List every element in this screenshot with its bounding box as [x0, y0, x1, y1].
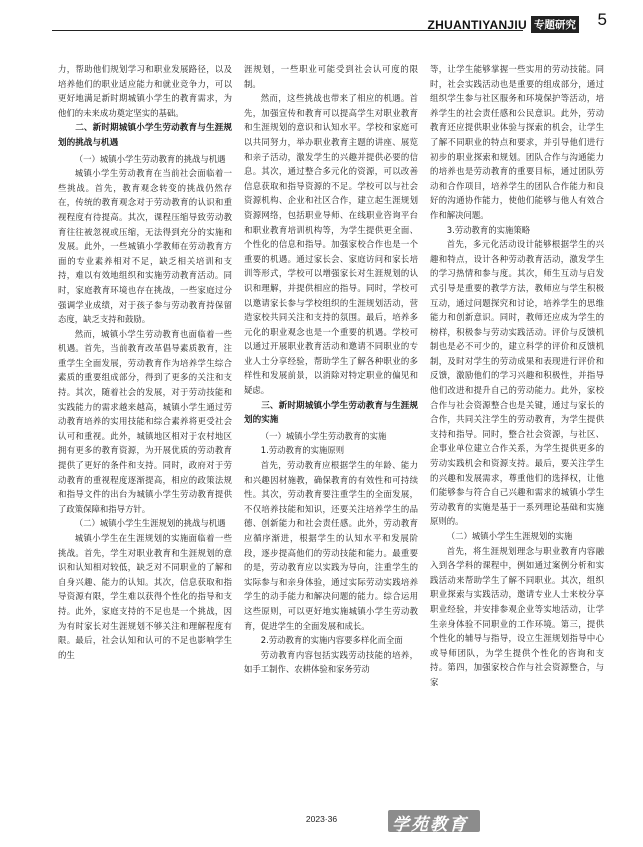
- logo-text: 学苑教育: [392, 815, 468, 835]
- publisher-logo: [388, 808, 480, 834]
- sub-subsection-heading: 3.劳动教育的实施策略: [446, 224, 531, 235]
- subsection-heading: （二）城镇小学生生涯规划的挑战与机遇: [74, 518, 226, 529]
- paragraph: 然而，这些挑战也带来了相应的机遇。首先，加强宣传和教育可以提高学生对职业教育和生涯规划的意识和认知水平。学校和家庭可以共同努力，举办职业教育主题的讲座、展览和亲子活动，激发学生的兴趣并提供必要的信息。其次，通过整合多元化的资源，可以改善信息获取和指导资源的不足。学校可以与社会资源机构、企业和社区合作，建立起生涯规划资源网络，包括职业导师、在线职业咨询平台和职业教育培训机构等，为学生提供更全面、个性化的信息和指导。加强家校合作也是一个重要的机遇。通过家长会、家庭访问和家长培训等形式，学校可以增强家长对生涯规划的认识和理解，并提供相应的指导。同时，学校可以邀请家长参与学校组织的生涯规划活动，营造家校共同关注和支持的氛围。最后，培养多元化的职业观念也是一个重要的机遇。学校可以通过开展职业教育活动和邀请不同职业的专业人士分享经验，帮助学生了解各种职业的多样性和发展前景，以消除对特定职业的偏见和疑虑。: [244, 93, 418, 396]
- column-3: [430, 62, 604, 802]
- paragraph: 力，帮助他们规划学习和职业发展路径，以及培养他们的职业适应能力和就业竞争力，可以更好地满足新时期城镇小学生的教育需求，为他们的未来成功奠定坚实的基础。: [58, 64, 232, 118]
- paragraph: 城镇小学生在生涯规划的实施面临着一些挑战。首先，学生对职业教育和生涯规划的意识和认知相对较低，缺乏对不同职业的了解和自身兴趣、能力的认知。其次，信息获取和指导资源有限，学生难以获得个性化的指导和支持。此外，家庭支持的不足也是一个挑战，因为有时家长对生涯规划不够关注和理解程度有限。最后，社会认知和认可的不足也影响学生的生: [58, 533, 232, 660]
- sub-subsection-heading: 2.劳动教育的实施内容要多样化而全面: [260, 635, 403, 646]
- paragraph: 等，让学生能够掌握一些实用的劳动技能。同时，社会实践活动也是重要的组成部分，通过组织学生参与社区服务和环境保护等活动，培养学生的社会责任感和公民意识。此外，劳动教育还应提供职业体验与探索的机会，让学生了解不同职业的特点和要求，并引导他们进行初步的职业探索和规划。团队合作与沟通能力的培养也是劳动教育的重要目标，通过团队劳动和合作项目，培养学生的团队合作能力和良好的沟通协作能力，使他们能够与他人有效合作和解决问题。: [430, 64, 604, 220]
- article-body: [58, 62, 606, 802]
- paragraph: 城镇小学生劳动教育在当前社会面临着一些挑战。首先，教育观念转变的挑战仍然存在，传统的教育观念对于劳动教育的认识和重视程度有待提高。其次，课程压缩导致劳动教育往往被忽视或压缩，无法得到充分的实施和发展。此外，一些城镇小学教师在劳动教育方面的专业素养相对不足，缺乏相关培训和支持，难以有效地组织和实施劳动教育活动。同时，家庭教育环境也存在挑战，一些家庭过分强调学业成绩，对于孩子参与劳动教育持保留态度，缺乏支持和鼓励。: [58, 168, 232, 325]
- brand-latin: ZHUANTIYANJIU: [427, 17, 527, 32]
- page-header: [0, 0, 643, 46]
- column-1: [58, 62, 232, 802]
- page-number: 5: [597, 10, 607, 29]
- paragraph: 劳动教育内容包括实践劳动技能的培养，如手工制作、农耕体验和家务劳动: [244, 649, 418, 675]
- section-heading: 二、新时期城镇小学生劳动教育与生涯规划的挑战与机遇: [58, 123, 232, 148]
- paragraph: 然而，城镇小学生劳动教育也面临着一些机遇。首先，当前教育改革倡导素质教育，注重学生全面发展，劳动教育作为培养学生综合素质的重要组成部分，得到了更多的关注和支持。其次，随着社会的发展，对于劳动技能和实践能力的需求越来越高，城镇小学生通过劳动教育培养的实用技能和综合素养将更受社会认可和重视。此外，城镇地区相对于农村地区拥有更多的教育资源，为开展优质的劳动教育提供了更好的条件和支持。同时，政府对于劳动教育的重视程度逐渐提高，相应的政策法规和指导文件的出台为城镇小学生劳动教育提供了政策保障和指导方针。: [58, 328, 232, 514]
- sub-subsection-heading: 1.劳动教育的实施原则: [260, 445, 345, 456]
- subsection-heading: （一）城镇小学生劳动教育的挑战与机遇: [74, 153, 226, 164]
- footer-page-label: 2023·36: [305, 814, 338, 824]
- subsection-heading: （二）城镇小学生生涯规划的实施: [446, 531, 573, 541]
- column-2: [244, 62, 418, 802]
- header-brand: [428, 16, 579, 33]
- paragraph: 首先，劳动教育应根据学生的年龄、能力和兴趣因材施教，确保教育的有效性和可持续性。其次，劳动教育要注重学生的全面发展，不仅培养技能和知识，还要关注培养学生的品德、创新能力和社会责任感。此外，劳动教育应循序渐进，根据学生的认知水平和发展阶段，逐步提高他们的劳动技能和能力。最重要的是，劳动教育应以实践为导向，注重学生的实际参与和亲身体验，通过实际劳动实践培养学生的动手能力和解决问题的能力。综合运用这些原则，可以更好地实施城镇小学生劳动教育，促进学生的全面发展和成长。: [244, 460, 418, 631]
- subsection-heading: （一）城镇小学生劳动教育的实施: [260, 430, 387, 441]
- paragraph: 涯规划，一些职业可能受到社会认可度的限制。: [244, 64, 418, 89]
- section-heading: 三、新时期城镇小学生劳动教育与生涯规划的实施: [244, 400, 418, 426]
- brand-section-tag: 专题研究: [531, 16, 579, 33]
- paragraph: 首先，多元化活动设计能够根据学生的兴趣和特点，设计各种劳动教育活动，激发学生的学习热情和参与度。其次，师生互动与启发式引导是重要的教学方法，教师应与学生积极互动，通过问题探究和讨论，培养学生的思维能力和创新意识。同时，教师还应成为学生的榜样，积极参与劳动实践活动。评价与反馈机制也是必不可少的，建立科学的评价和反馈机制，及时对学生的劳动成果和表现进行评价和反馈，激励他们的学习兴趣和积极性，并指导他们改进和提升自己的劳动能力。此外，家校合作与社会资源整合也是关键，通过与家长的合作，共同关注学生的劳动教育，为学生提供支持和指导。同时，整合社会资源，与社区、企事业单位建立合作关系，为学生提供更多的劳动实践机会和资源支持。最后，要关注学生的兴趣和发展需求，尊重他们的选择权，让他们能够参与符合自己兴趣和需求的城镇小学生劳动教育的实施是基于一系列理论基础和实施原则的。: [430, 239, 604, 527]
- paragraph: 首先，将生涯规划理念与职业教育内容融入到各学科的课程中，例如通过案例分析和实践活动来帮助学生了解不同职业。其次，组织职业探索与实践活动，邀请专业人士来校分享职业经验，并安排参观企业等实地活动，让学生亲身体验不同职业的工作环境。第三，提供个性化的辅导与指导，设立生涯规划指导中心或导师团队，为学生提供个性化的咨询和支持。第四，加强家校合作与社会资源整合，与家: [430, 545, 604, 687]
